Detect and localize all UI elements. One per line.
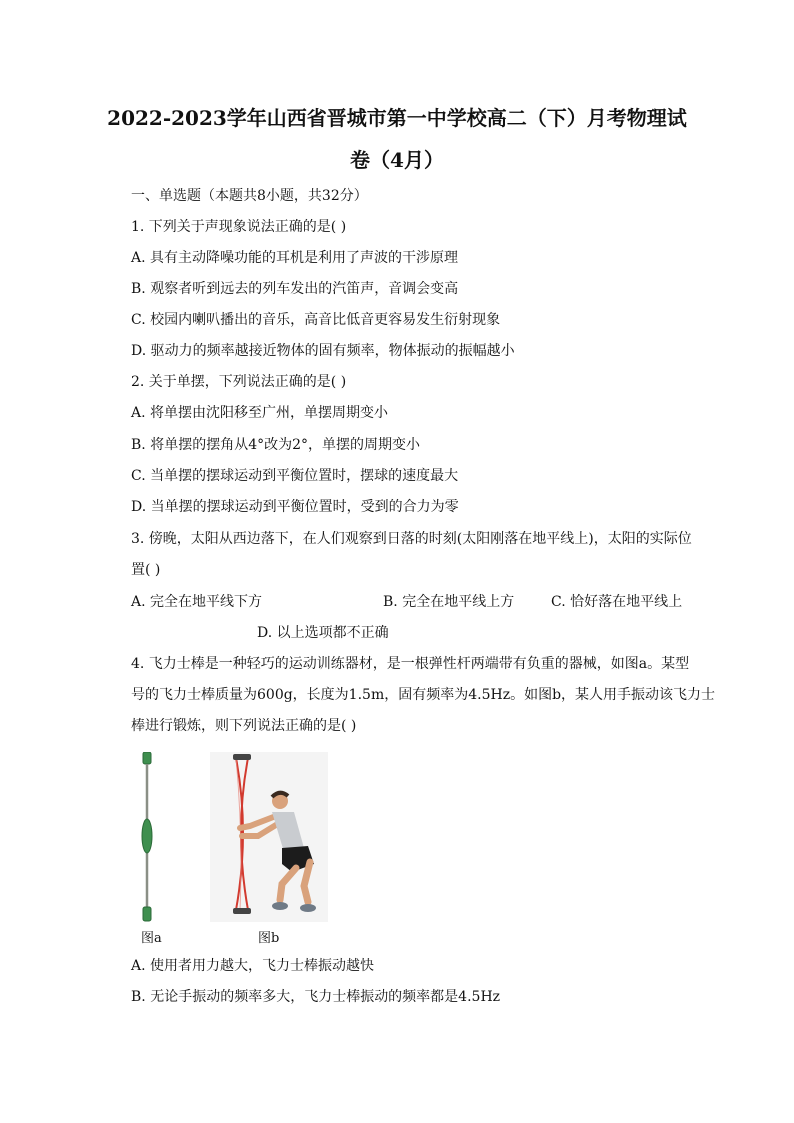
exam-title-line2: 卷（4月）: [350, 148, 444, 172]
figure-b-label: 图b: [258, 931, 280, 946]
question-4-stem-line2: 号的飞力士棒质量为600g，长度为1.5m，固有频率为4.5Hz。如图b，某人用手振动该飞力士: [131, 687, 716, 703]
question-1-option-b: B. 观察者听到远去的列车发出的汽笛声，音调会变高: [131, 281, 459, 297]
question-3-option-b: B. 完全在地平线上方: [383, 594, 515, 610]
question-3-option-a: A. 完全在地平线下方: [131, 594, 263, 610]
question-3-stem-line2: 置( ): [131, 562, 161, 578]
question-2-option-a: A. 将单摆由沈阳移至广州，单摆周期变小: [131, 405, 389, 421]
figure-b-person-exercising-image: [210, 752, 328, 922]
question-2-stem: 2. 关于单摆，下列说法正确的是( ): [131, 374, 347, 390]
question-3-option-d: D. 以上选项都不正确: [257, 625, 389, 641]
question-1-option-a: A. 具有主动降噪功能的耳机是利用了声波的干涉原理: [131, 250, 459, 266]
question-2-option-c: C. 当单摆的摆球运动到平衡位置时，摆球的速度最大: [131, 468, 459, 484]
question-2-option-d: D. 当单摆的摆球运动到平衡位置时，受到的合力为零: [131, 499, 459, 515]
question-4-stem-line1: 4. 飞力士棒是一种轻巧的运动训练器材，是一根弹性杆两端带有负重的器械，如图a。某型: [131, 656, 690, 672]
question-3-stem-line1: 3. 傍晚，太阳从西边落下，在人们观察到日落的时刻(太阳刚落在地平线上)，太阳的实际位: [131, 531, 692, 547]
exam-title-line1: 2022-2023学年山西省晋城市第一中学校高二（下）月考物理试: [107, 106, 687, 130]
question-1-option-d: D. 驱动力的频率越接近物体的固有频率，物体振动的振幅越小: [131, 343, 515, 359]
figure-a-flexi-bar-image: [136, 752, 158, 922]
figure-a-label: 图a: [141, 931, 162, 946]
question-4-stem-line3: 棒进行锻炼，则下列说法正确的是( ): [131, 718, 357, 734]
question-4-option-a: A. 使用者用力越大，飞力士棒振动越快: [131, 958, 375, 974]
question-4-option-b: B. 无论手振动的频率多大，飞力士棒振动的频率都是4.5Hz: [131, 989, 501, 1005]
question-1-option-c: C. 校园内喇叭播出的音乐，高音比低音更容易发生衍射现象: [131, 312, 501, 328]
question-1-stem: 1. 下列关于声现象说法正确的是( ): [131, 219, 347, 235]
question-2-option-b: B. 将单摆的摆角从4°改为2°，单摆的周期变小: [131, 437, 421, 453]
section-heading: 一、单选题（本题共8小题，共32分）: [131, 188, 368, 204]
question-3-option-c: C. 恰好落在地平线上: [551, 594, 683, 610]
